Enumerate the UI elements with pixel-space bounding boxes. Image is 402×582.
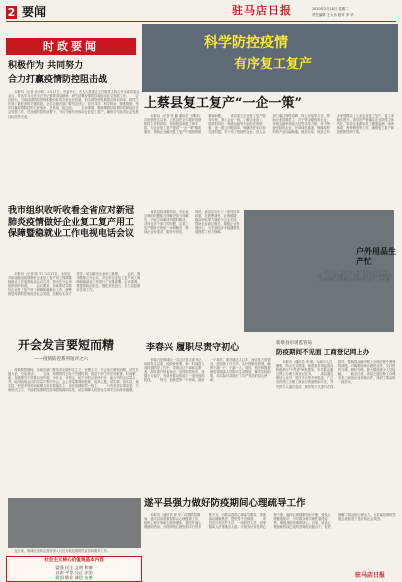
core-values-box [6,556,142,582]
date-line: 2020年2月18日 星期二 [312,7,349,11]
article-4-title: 开会发言要短而精 [18,338,115,352]
footer-logo: 驻马店日报 [355,572,386,579]
core-values-row-1: 富强 民主 文明 和谐 [55,565,93,570]
bottom-photo-caption: 连日来，驿城区组织志愿者深入社区开展疫情防控宣传和服务工作。 [8,549,110,553]
article-4-body: 疫情防控期间，各地各部门要坚决克服形式主义、官僚主义，开会发言要短而精，切忌长篇大论、空话套话。 当前，疫情防控正处于关键时期，基层干部工作任务繁重，时间紧迫。各级领导干部要以身作则，少开会、开短会，能不开的会坚决不开，能合并的会尽量合并，能用视频会议的尽量不集中开会。会上讲话要简明扼要，直奔主题，讲实情、说实话、谋实招，把更多的时间和精力用在抓落实上，用在疫情防控一线上。 只有坚持实事求是，力戒形式主义，才能把疫情防控各项措施落到实处，切实保障人民群众生命安全和身体健康。 [8,368,139,393]
masthead [0,0,402,22]
article-4-subtitle: ——疫情防控系列短评之六 [34,357,88,362]
column-tag [6,38,136,55]
banner-photo [142,24,398,92]
banner-line2: 有序复工复产 [234,57,313,72]
paper-name: 驻马店日报 [232,4,292,17]
section-title: 要闻 [22,5,47,19]
article-8-body: 本报讯（通讯员 张 华）疫情防控期间，遂平县高度重视群众心理健康工作，组织心理专家和志愿者团队，通过开通心理援助热线、开设网络心理咨询平台等多种方式，为群众提供心理疏导服务，帮助群众缓解焦虑、恐慌等不良情绪。 该县还针对医护人员、一线防控人员、居家隔离人员等重点人群，开展有针对性的心理干预，编印心理健康知识手册，普及心理健康知识，引导群众科学理性看待疫情，增强战胜疫情的信心。目前，该县心理援助热线已接听咨询电话数百个，有效缓解了群众的心理压力，为打赢疫情防控阻击战营造了良好的社会氛围。 [144,513,396,530]
column-title: 时政要闻 [43,40,99,53]
article-5-title: 户外用品生产忙 [356,246,396,266]
core-values-row-3: 爱国 敬业 诚信 友善 [55,575,93,580]
bottom-photo [8,498,141,548]
article-7-title: 防疫期间不见面 工商登记网上办 [276,348,370,356]
article-2-continued: 该县坚持问题导向，对企业反映的问题能当场解决的当场解决，不能当场解决的限时解决，对涉及多个部门的问题，由复工复产服务专班统一协调解决，做到企业有需求、服务有回应。 同时，该县还出台了一系列扶持政策，在税费减免、社保缓缴、稳岗补贴等方面给予企业支持，帮助企业渡过难关，增强企业发展信心，为全县经济平稳健康发展提供了有力保障。 [144,210,240,235]
article-1-title2: 合力打赢疫情防控阻击战 [8,75,108,85]
article-3-title: 我市组织收听收看全省应对新冠肺炎疫情做好企业复工复产用工保障暨稳就业工作电视电话会议 [8,206,135,239]
article-6-title: 李春兴 履职尽责守初心 [146,343,240,353]
article-7-subtitle: 新蔡县市场监管局 [276,341,312,346]
article-6-body: 李春兴是驿城区一名社区党支部书记。疫情发生以来，他放弃休假，第一时间投入到疫情防控工作中，带领社区干部和志愿者，挨家挨户排查登记，宣传防控知识，设置卡点值守，为居民群众筑起了一道坚固的防线。 每天，他都是第一个到岗，最后一个离开。面对辖区人口多、流动性大的情况，他创新工作方法，实行网格化管理，确保不漏一户、不漏一人。同时，他还积极帮助居家隔离人员购买生活物资，解决实际困难，用实际行动践行了共产党员的初心使命。 [144,358,271,383]
photo-caption: 2月17日，在西平县一家户外用品公司生产车间，工人正在加紧生产。近日，该县在做好疫情防控工作的同时，积极推动企业有序复工复产。记者 摄 [318,270,392,283]
article-3-body: 本报讯（记者 陈 宇）2月17日，全省应对新冠肺炎疫情做好企业复工复产用工保障暨稳就业工作电视电话会议召开，我市在分会场组织收听收看。 会议要求，各地要切实做好企业复工复产用工保障和稳就业工作，统筹推进疫情防控和经济社会发展，压紧压实各方责任，切实解决企业用工难题。 会后，我市随即召开会议，对全市企业复工复产用工保障和稳就业工作进行了安排部署。会议强调，要提高政治站位，强化责任担当，全力以赴做好各项工作。 [8,272,141,297]
page-number: 2 [7,6,16,19]
banner-line1: 科学防控疫情 [204,35,288,51]
article-2-title: 上蔡县复工复产“一企一策” [144,96,302,111]
article-1-body: 本报讯（记者 吴小莉）2月17日，市委书记、市人大常委会主任陈星主持召开市委常委会会议，传达学习习近平总书记重要讲话精神，研究部署疫情防控和经济社会发展工作。 会议指出，当前疫情防控形势积极向好的态势正在拓展，但全国疫情发展拐点尚未到来，防控工作到了最吃劲的关键阶段。全市各级各部门要坚定信心、同舟共济、科学防治、精准施策，坚决打赢疫情防控的人民战争、总体战、阻击战。 会议强调，要统筹做好疫情防控和经济社会发展工作，在加强防控的前提下，分区分级有序推动企业复工复产，确保全年经济社会发展目标任务完成。 [8,90,140,119]
article-8-title: 遂平县强力做好防疫期间心理疏导工作 [144,498,306,509]
article-1-title1: 积极作为 共同努力 [8,61,84,71]
core-values-row-2: 自由 平等 公正 法治 [55,570,93,575]
masthead-rule [6,21,396,22]
editor-line: 责任编辑 王大乐 校对 李 华 [312,13,354,17]
article-7-body: 本报讯（通讯员 李 明）为减少人员聚集，防止交叉感染，新蔡县市场监管局积极推行"不见面"审批服务，引导群众通过网上办理工商登记业务。 该局通过微信公众号、短信平台等多种渠道，广泛宣传网上办理工商登记的流程和方法，并安排专人通过电话、微信等方式进行在线指导，帮助群众解决网上办理过程中遇到的问题。对确需现场办理的业务，实行预约办理，错时办理，最大限度减少人员接触。 截至目前，该局已通过网上办理各类工商登记业务数百件，得到了群众的一致好评。 [276,360,396,389]
core-values-title: 社会主义核心价值观基本内容 [44,558,104,563]
article-2-body: 本报讯（记者 张 鹏 通讯员 王曙光）自疫情发生以来，上蔡县在全力做好疫情防控工作的同时，坚持防疫和复工两手抓，为企业复工复产提供"一企一策"精准服务，帮助企业解决复工复产中遇到的困难和问题。 该县成立企业复工复产服务专班，深入企业一线，了解企业用工、原材料供应、物流运输等方面存在的困难，逐一建立问题清单，明确责任单位和完成时限。对于用工短缺的企业，县人社部门通过网络招聘、线上对接等方式，帮助企业招聘员工；对于资金紧张的企业，协调金融机构加大信贷支持力度；对于物流受阻的企业，开辟绿色通道，保障原材料和产品运输畅通。截至目前，该县已有多家规模以上工业企业复工复产，复工率稳步提升。该县还严格落实企业防疫主体责任，指导企业做好员工健康监测、场所消毒、物资储备等工作，确保复工复产和疫情防控两不误。 [144,114,395,135]
